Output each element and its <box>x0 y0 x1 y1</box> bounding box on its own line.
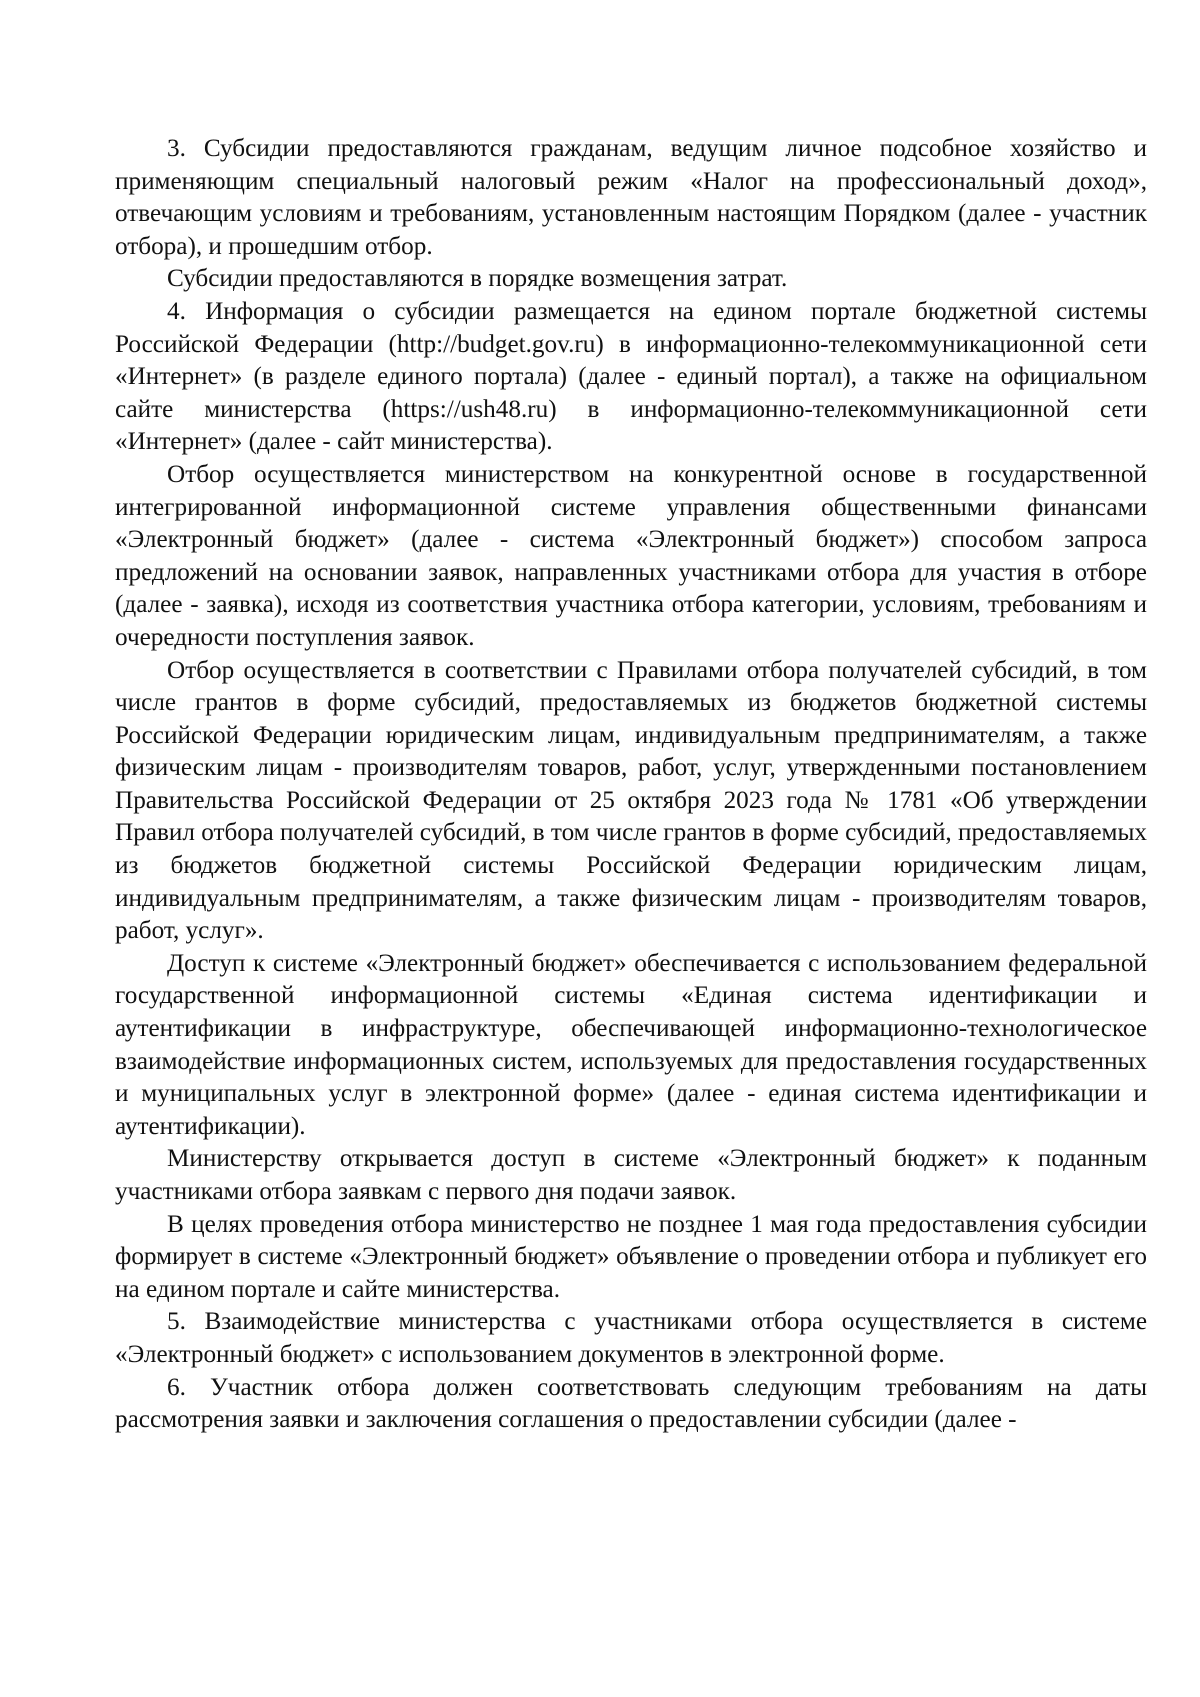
paragraph-selection-rules: Отбор осуществляется в соответствии с Правилами отбора получателей субсидий, в том числе грантов в форме субсидий, предоставляемых из бюджетов бюджетной системы Российской Федерации юридическим лицам, индивидуальным предпринимателям, а также физическим лицам - производителям товаров, работ, услуг, утвержденными постановлением Правительства Российской Федерации от 25 октября 2023 года № 1781 «Об утверждении Правил отбора получателей субсидий, в том числе грантов в форме субсидий, предоставляемых из бюджетов бюджетной системы Российской Федерации юридическим лицам, индивидуальным предпринимателям, а также физическим лицам - производителям товаров, работ, услуг». <box>115 656 1147 945</box>
paragraph-reimbursement: Субсидии предоставляются в порядке возмещения затрат. <box>167 265 788 293</box>
document-page <box>115 133 1147 1437</box>
paragraph-item-5-interaction: 5. Взаимодействие министерства с участниками отбора осуществляется в системе «Электронный бюджет» с использованием документов в электронной форме. <box>115 1308 1147 1368</box>
paragraph-item-3-eligibility: 3. Субсидии предоставляются гражданам, ведущим личное подсобное хозяйство и применяющим специальный налоговый режим «Налог на профессиональный доход», отвечающим условиям и требованиям, установленным настоящим Порядком (далее - участник отбора), и прошедшим отбор. <box>115 135 1147 260</box>
paragraph-system-access: Доступ к системе «Электронный бюджет» обеспечивается с использованием федеральной государственной информационной системы «Единая система идентификации и аутентификации в инфраструктуре, обеспечивающей информационно-технологическое взаимодействие информационных систем, используемых для предоставления государственных и муниципальных услуг в электронной форме» (далее - единая система идентификации и аутентификации). <box>115 949 1147 1140</box>
paragraph-item-6-requirements: 6. Участник отбора должен соответствовать следующим требованиям на даты рассмотрения заявки и заключения соглашения о предоставлении субсидии (далее - <box>115 1373 1147 1434</box>
paragraph-selection-method: Отбор осуществляется министерством на конкурентной основе в государственной интегрированной информационной системе управления общественными финансами «Электронный бюджет» (далее - система «Электронный бюджет») способом запроса предложений на основании заявок, направленных участниками отбора для участия в отборе (далее - заявка), исходя из соответствия участника отбора категории, условиям, требованиям и очередности поступления заявок. <box>115 460 1147 651</box>
paragraph-item-4-information: 4. Информация о субсидии размещается на едином портале бюджетной системы Российской Федерации (http://budget.gov.ru) в информационно-телекоммуникационной сети «Интернет» (в разделе единого портала) (далее - единый портал), а также на официальном сайте министерства (https://ush48.ru) в информационно-телекоммуникационной сети «Интернет» (далее - сайт министерства). <box>115 297 1147 456</box>
paragraph-ministry-access: Министерству открывается доступ в системе «Электронный бюджет» к поданным участниками отбора заявкам с первого дня подачи заявок. <box>115 1145 1147 1205</box>
paragraph-selection-announcement: В целях проведения отбора министерство не позднее 1 мая года предоставления субсидии формирует в системе «Электронный бюджет» объявление о проведении отбора и публикует его на едином портале и сайте министерства. <box>115 1210 1147 1303</box>
